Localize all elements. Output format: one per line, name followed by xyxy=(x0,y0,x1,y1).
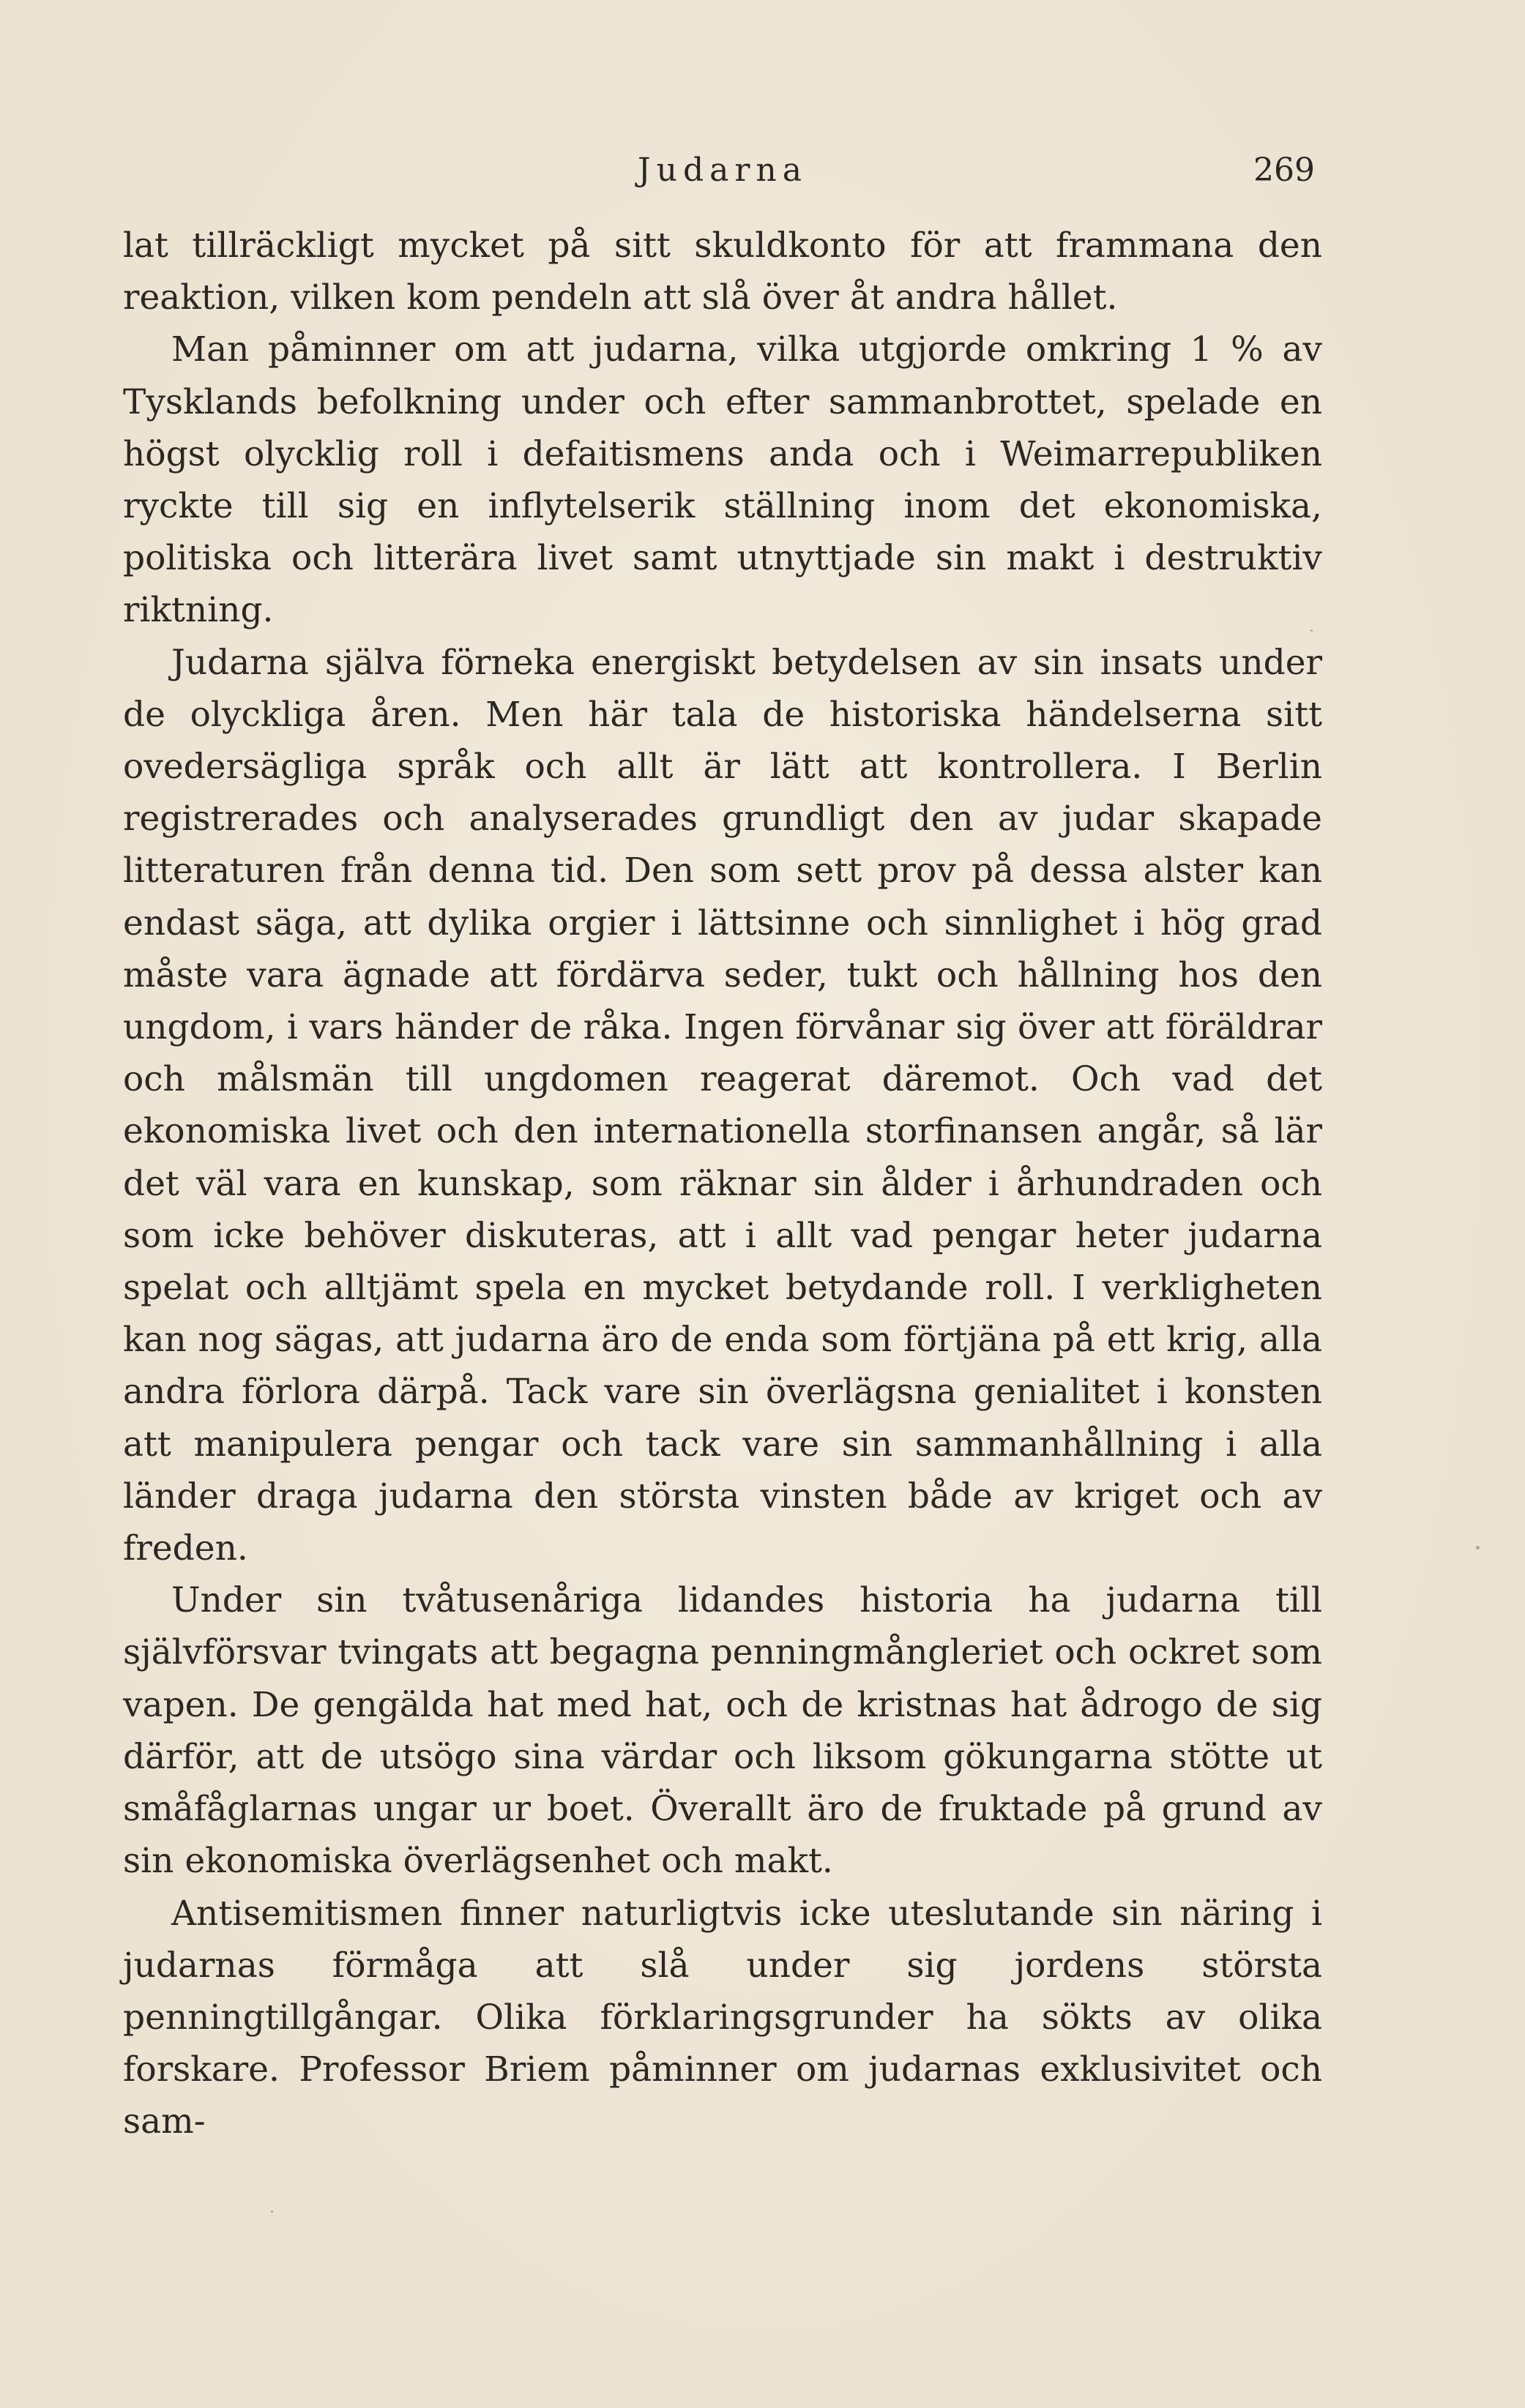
running-title: Judarna xyxy=(638,152,808,189)
paper-speck xyxy=(1476,1546,1480,1549)
paragraph-2: Man påminner om att judarna, vilka utgjorde omkring 1 % av Tysklands befolkning under och efter sammanbrottet, spelade en högst olycklig roll i defaitismens anda och i Weimarrepubliken ryckte till sig en inflytelserik ställning inom det ekonomiska, politiska och litterära livet samt utnyttjade sin makt i destruktiv riktning. xyxy=(123,329,1322,631)
paper-speck xyxy=(1310,629,1313,632)
paragraph-1: lat tillräckligt mycket på sitt skuldkonto för att frammana den reaktion, vilken kom pendeln att slå över åt andra hållet. xyxy=(123,225,1322,318)
paragraph-5: Antisemitismen finner naturligtvis icke uteslutande sin näring i judarnas förmåga att slå under sig jordens största penningtillgångar. Olika förklaringsgrunder ha sökts av olika forskare. Professor Briem påminner om judarnas exklusivitet och sam- xyxy=(123,1893,1322,2142)
running-head xyxy=(123,145,1322,196)
paper-speck xyxy=(271,2210,273,2213)
paragraph-3: Judarna själva förneka energiskt betydelsen av sin insats under de olyckliga åren. Men här tala de historiska händelserna sitt ovedersägliga språk och allt är lätt att kontrollera. I Berlin registrerades och analyserades grundligt den av judar skapade litteraturen från denna tid. Den som sett prov på dessa alster kan endast säga, att dylika orgier i lättsinne och sinnlighet i hög grad måste vara ägnade att fördärva seder, tukt och hållning hos den ungdom, i vars händer de råka. Ingen förvånar sig över att föräldrar och målsmän till ungdomen reagerat däremot. Och vad det ekonomiska livet och den internationella storfinansen angår, så lär det väl vara en kunskap, som räknar sin ålder i århundraden och som icke behöver diskuteras, att i allt vad pengar heter judarna spelat och alltjämt spela en mycket betydande roll. I verkligheten kan nog sägas, att judarna äro de enda som förtjäna på ett krig, alla andra förlora därpå. Tack vare sin överlägsna genialitet i konsten att manipulera pengar och tack vare sin sammanhållning i alla länder draga judarna den största vinsten både av kriget och av freden. xyxy=(123,642,1322,1569)
page-number: 269 xyxy=(1253,152,1315,189)
paragraph-4: Under sin tvåtusenåriga lidandes historia ha judarna till självförsvar tvingats att begagna penningmångleriet och ockret som vapen. De gengälda hat med hat, och de kristnas hat ådrogo de sig därför, att de utsögo sina värdar och liksom gökungarna stötte ut småfåglarnas ungar ur boet. Överallt äro de fruktade på grund av sin ekonomiska överlägsenhet och makt. xyxy=(123,1580,1322,1882)
body-text xyxy=(123,220,1322,2148)
